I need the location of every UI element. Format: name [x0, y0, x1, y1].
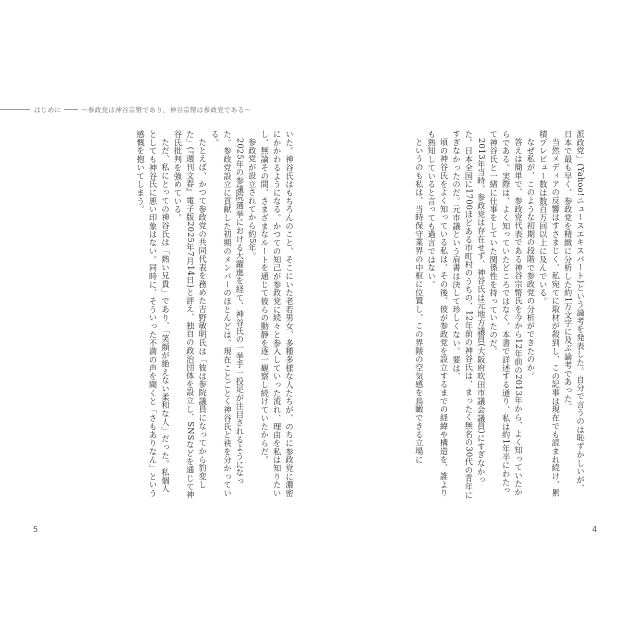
paragraph: 2013年当時、参政党は存在せず、神谷氏は元地方議員(大阪府吹田市議会議員)にすぎなかった。日本全国に1700ほどある市町村のうちの、12年前の神谷氏は、まったく無名の30代の青年にすぎなかったのだ。元市議という肩書は決して珍しくない。要は、: [451, 130, 486, 500]
paragraph: たとえば、かつて参政党の共同代表を務めた吉野敏明氏は「彼は参院議員になってから豹変した」(『週刊文春』電子版2025年7月14日)と評え、独自の政治団体を設立し、SNSなどを通じて神谷氏批判を強めている。: [173, 130, 208, 499]
page-number-right: 4: [592, 525, 598, 534]
running-head-section: はじめに: [34, 105, 62, 114]
paragraph: いた。神谷氏はもちろんのこと、そこにいた老若男女、多種多様な人たちが、のちに参政党に濃密にかかわるようになる。かつての知己が参政党に続々と参入していった流れ、理由を私は知りたいし、無論その間、さまざまなルートを通じて彼らの動静を逐一観察し続けていたからだ。: [260, 130, 294, 498]
page-number-left: 5: [33, 525, 39, 534]
left-page-text: [62, 130, 295, 500]
paragraph: 頃の神谷氏をよく知っている私は、その後、彼が参政党を設立するまでの経緯や構造を、誰よりも熟知していると言っても過言ではない。: [427, 130, 449, 498]
paragraph: 当然メディアの反響はすさまじく、私宛てに取材が殺到し、この記事は現在でも読まれ続け、累積プレビュー数は数百万回以上に及んでいる。: [538, 130, 561, 498]
paragraph: 派政党」(Yahoo!ニュースエキスパート)という論考を発表した。自分で言うのは恥ずかしいが、日本で最も早く、参政党を精緻に分析した約1万文字に及ぶ論考であった。: [563, 130, 585, 493]
paragraph: 答えは簡単で、参政党代表である神谷宗幣氏を今から12年前の2013年から、よく知っていたからである。実際は、よく知っていたどころではなく、本書で詳述する通り、私は約1年半にわたって神谷氏と一緒に仕事をしていた関係性を持っていたのだ。: [489, 130, 523, 497]
running-head-subtitle: 〜参政党は神谷宗幣であり、神谷宗幣は参政党である〜: [81, 105, 252, 114]
right-page-text: [368, 130, 586, 500]
paragraph: 2025年の参議院選挙における大躍進を経て、神谷氏の一挙手一投足が注目されるようになった。参政党設立に貢献した初期のメンバーのほとんどは、現在ことごとく神谷氏と袂を分かっている。: [210, 130, 245, 498]
paragraph: というのも私は、当時保守業界の中枢に位置し、この界隈の空気感を鳥瞰できる立場に: [414, 138, 424, 464]
paragraph: 参政党が設立されてから約5年。: [247, 138, 257, 261]
running-head: [0, 103, 251, 115]
running-head-rule: [0, 109, 30, 110]
paragraph: なぜ私が、このような初期の段階で参政党の分析ができたのか。: [526, 138, 536, 381]
running-head-dash: [64, 109, 78, 110]
paragraph: ただ、私にとっての神谷氏は「熱い兄貴」であり、「笑顔が絶えない柔和な人」だった。私個人としても神谷氏に悪い印象はない。同時に、そういった不満の声を聞くと「さもありなん」という感慨を抱いてしまう。: [136, 130, 170, 498]
